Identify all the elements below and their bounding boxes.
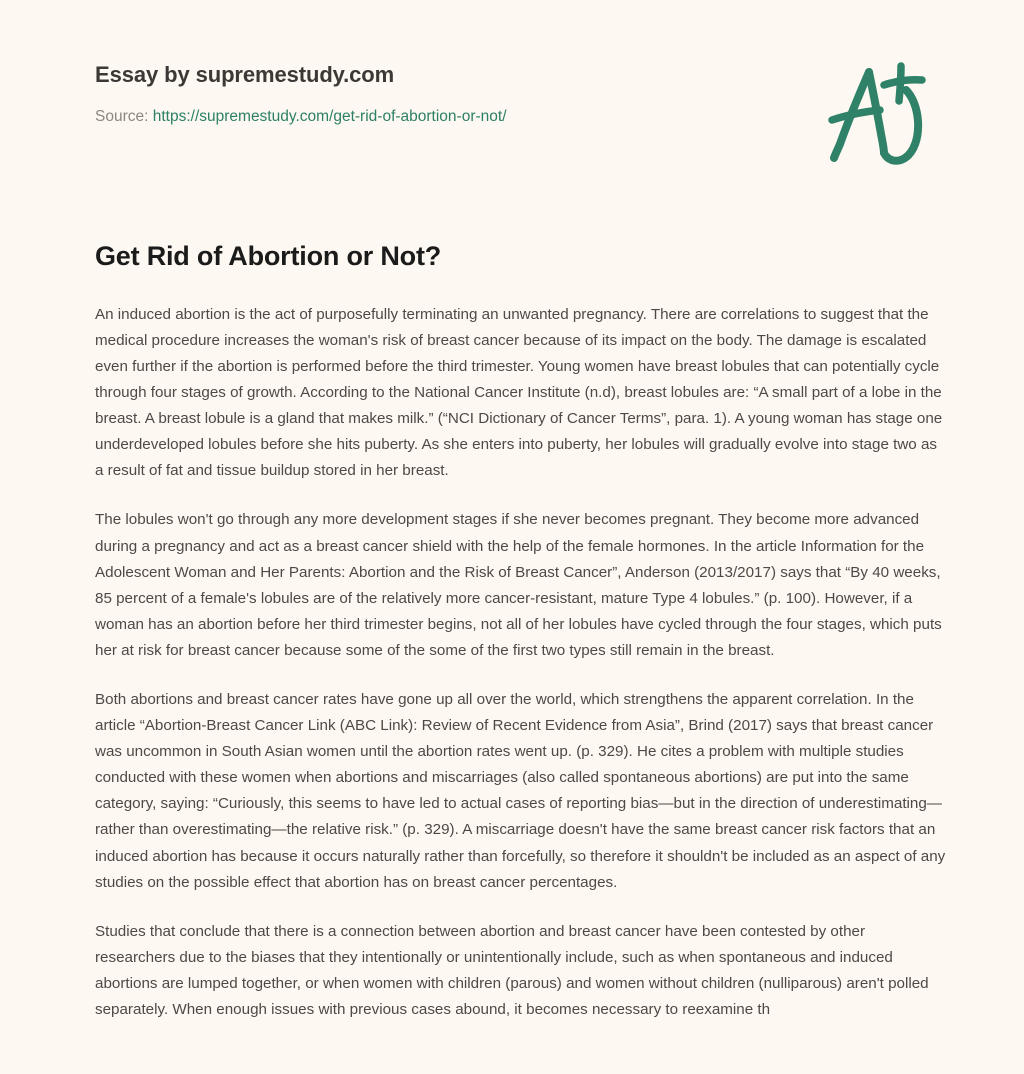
a-plus-logo-icon <box>818 58 946 170</box>
article-paragraph: Both abortions and breast cancer rates have gone up all over the world, which strengthens the apparent correlation. In the article “Abortion-Breast Cancer Link (ABC Link): Review of Recent Evidence from Asia”, Brind (2017) says that breast cancer was uncommon in South Asian women until the abortion rates went up. (p. 329). He cites a problem with multiple studies conducted with these women when abortions and miscarriages (also called spontaneous abortions) are put into the same category, saying: “Curiously, this seems to have led to actual cases of reporting bias—but in the direction of underestimating—rather than overestimating—the relative risk.” (p. 329). A miscarriage doesn't have the same breast cancer risk factors that an induced abortion has because it occurs naturally rather than forcefully, so therefore it shouldn't be included as an aspect of any studies on the possible effect that abortion has on breast cancer percentages. <box>95 690 946 891</box>
article <box>95 240 947 1023</box>
source-url-link[interactable]: https://supremestudy.com/get-rid-of-abortion-or-not/ <box>152 108 507 126</box>
a-plus-logo[interactable] <box>818 58 946 170</box>
header-text-block <box>95 62 795 128</box>
article-paragraph: The lobules won't go through any more development stages if she never becomes pregnant. They become more advanced during a pregnancy and act as a breast cancer shield with the help of the female hormones. In the article Information for the Adolescent Woman and Her Parents: Abortion and the Risk of Breast Cancer”, Anderson (2013/2017) says that “By 40 weeks, 85 percent of a female's lobules are of the relatively more cancer-resistant, mature Type 4 lobules.” (p. 100). However, if a woman has an abortion before her third trimester begins, not all of her lobules have cycled through the four stages, which puts her at risk for breast cancer because some of the some of the first two types still remain in the breast. <box>95 511 942 659</box>
article-paragraph: An induced abortion is the act of purposefully terminating an unwanted pregnancy. There are correlations to suggest that the medical procedure increases the woman's risk of breast cancer because of its impact on the body. The damage is escalated even further if the abortion is performed before the third trimester. Young women have breast lobules that can potentially cycle through four stages of growth. According to the National Cancer Institute (n.d), breast lobules are: “A small part of a lobe in the breast. A breast lobule is a gland that makes milk.” (“NCI Dictionary of Cancer Terms”, para. 1). A young woman has stage one underdeveloped lobules before she hits puberty. As she enters into puberty, her lobules will gradually evolve into stage two as a result of fat and tissue buildup stored in her breast. <box>95 305 943 480</box>
page-title: Get Rid of Abortion or Not? <box>95 241 442 271</box>
article-paragraph: Studies that conclude that there is a connection between abortion and breast cancer have been contested by other researchers due to the biases that they intentionally or unintentionally include, such as when spontaneous and induced abortions are lumped together, or when women with children (parous) and women without children (nulliparous) aren't polled separately. When enough issues with previous cases abound, it becomes necessary to reexamine th <box>95 922 929 1018</box>
essay-byline: Essay by supremestudy.com <box>95 62 395 87</box>
source-label: Source: <box>95 108 149 126</box>
page-header <box>0 0 1024 200</box>
source-line <box>95 88 795 127</box>
article-body <box>95 274 947 1023</box>
